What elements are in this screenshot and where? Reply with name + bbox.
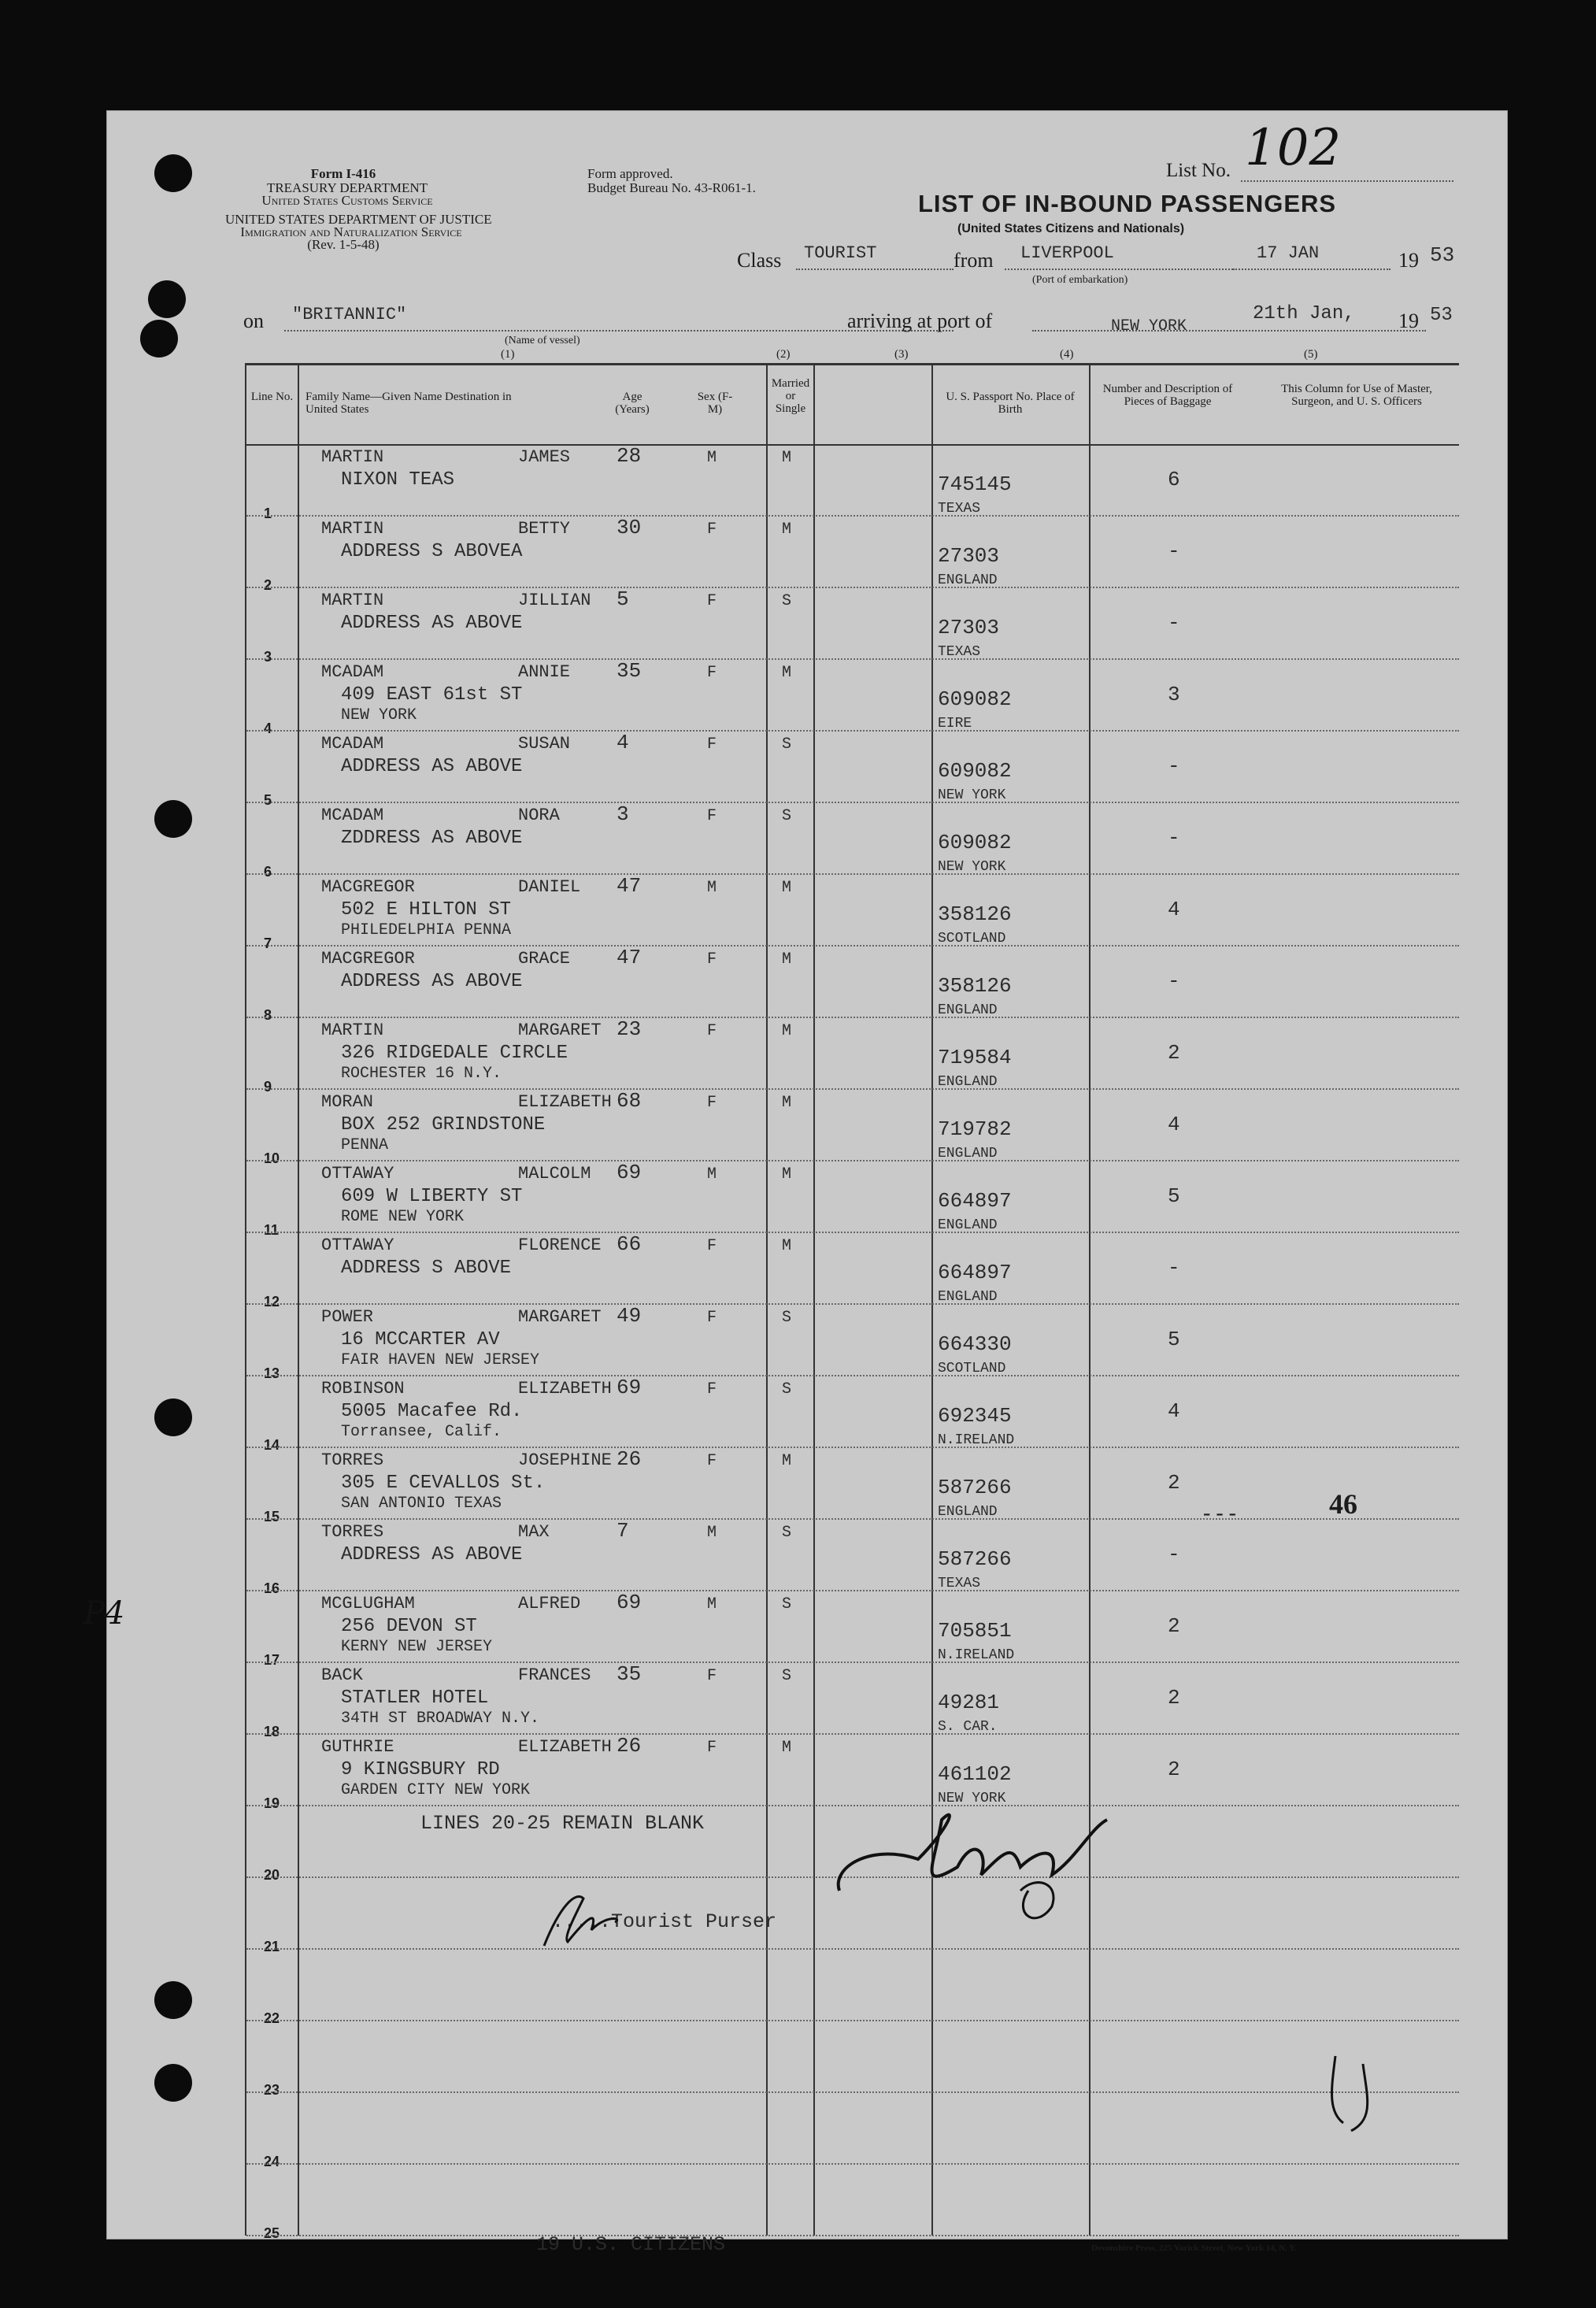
- baggage-count: 5: [1168, 1184, 1180, 1208]
- punch-hole: [154, 1399, 192, 1436]
- baggage-count: 6: [1168, 468, 1180, 491]
- form-number: Form I-416: [310, 166, 376, 181]
- passenger-given-name: SUSAN: [518, 734, 571, 754]
- passenger-given-name: ALFRED: [518, 1594, 581, 1613]
- header-married: Married or Single: [771, 377, 810, 415]
- place-of-birth: NEW YORK: [938, 859, 1006, 875]
- baggage-count: 3: [1168, 683, 1180, 706]
- marital-status: M: [782, 521, 792, 539]
- baggage-count: -: [1168, 754, 1180, 778]
- header-officers: This Column for Use of Master, Surgeon, and U. S. Officers: [1281, 383, 1432, 408]
- line-number: 23: [264, 2082, 280, 2098]
- year-prefix: 19: [1398, 249, 1419, 272]
- table-row: [246, 2021, 1459, 2098]
- place-of-birth: N.IRELAND: [938, 1432, 1015, 1448]
- marital-status: S: [782, 1524, 792, 1542]
- col-num-5: (5): [1304, 348, 1318, 361]
- baggage-count: -: [1168, 826, 1180, 850]
- revision: (Rev. 1-5-48): [307, 237, 380, 252]
- marital-status: M: [782, 1165, 792, 1184]
- place-of-birth: ENGLAND: [938, 1074, 998, 1090]
- passenger-sex: F: [707, 664, 717, 682]
- table-row: [246, 1089, 1459, 1166]
- passport-number: 745145: [938, 472, 1012, 496]
- passenger-surname: BACK: [321, 1665, 363, 1685]
- passenger-age: 69: [617, 1591, 642, 1614]
- passenger-surname: MARTIN: [321, 519, 384, 539]
- passport-number: 664897: [938, 1261, 1012, 1284]
- table-row: [246, 1447, 1459, 1524]
- passenger-table: Line No. Family Name—Given Name Destination in United States Age (Years) Sex (F-M) Married or Single U. S. Passport No. Place of Birth Number and Description of Pieces of Baggage This Column for Use of Master, Surgeon, and U. S. Officers 1 MARTIN JAMES NIXON TEAS 28 M M 745145 TEXAS 6 2 MARTIN BETTY ADDRESS S ABOVEA 30 F M 27303 ENGLAND - 3 MARTIN JILLIAN ADDRESS AS ABOVE 5 F S 27303 TEXAS - 4 MCADAM ANNIE 409 EAST 61st ST NEW YORK 35 F M 609082 EIRE 3 5 MCADAM SUSAN ADDRESS AS ABOVE 4 F S 609082 NEW YORK - 6 MCADAM NORA ZDDRESS AS ABOVE 3 F S 609082 NEW YORK - 7 MACGREGOR DANIEL 502 E HILTON ST PHILEDELPHIA PENNA 47 M M 358126 SCOTLAND 4 8 MACGREGOR GRACE ADDRESS AS ABOVE 47 F M 358126 ENGLAND - 9 MARTIN MARGARET 326 RIDGEDALE CIRCLE ROCHESTER 16 N.Y. 23 F M 719584 ENGLAND 2 10 MORAN ELIZABETH BOX 252 GRINDSTONE PENNA 68 F M 719782 ENGLAND 4 11 OTTAWAY MALCOLM 609 W LIBERTY ST ROME NEW YORK 69 M M 664897 ENGLAND 5 12 OTTAWAY FLORENCE ADDRESS S ABOVE 66 F M 664897 ENGLAND - 13 POWER MARGARET 16 MCCARTER AV FAIR HAVEN NEW JERSEY 49 F S 664330 SCOTLAND 5 14 ROBINSON ELIZABETH 5005 Macafee Rd. Torransee, Calif. 69 F S 692345 N.IRELAND 4 15 TORRES JOSEPHINE 305 E CEVALLOS St. SAN ANTONIO TEXAS 26 F M 587266 ENGLAND 2 16 TORRES MAX ADDRESS AS ABOVE 7 M S 587266 TEXAS - 17 MCGLUGHAM ALFRED 256 DEVON ST KERNY NEW JERSEY 69 M S 705851 N.IRELAND 2 18 BACK FRANCES STATLER HOTEL 34TH ST BROADWAY N.Y. 35 F S 49281 S. CAR. 2 19 GUTHRIE ELIZABETH 9 KINGSBURY RD GARDEN CITY NEW YORK 26 F M 461102 NEW YORK 2 20 21 22 23 24 25 46 - - -: [245, 363, 1459, 2236]
- passenger-surname: MCADAM: [321, 806, 384, 825]
- marital-status: S: [782, 735, 792, 754]
- place-of-birth: ENGLAND: [938, 572, 998, 588]
- passenger-given-name: MARGARET: [518, 1307, 602, 1327]
- officer-note: 46: [1329, 1488, 1357, 1520]
- passenger-given-name: JOSEPHINE: [518, 1450, 612, 1470]
- passport-number: 664897: [938, 1189, 1012, 1213]
- table-row: [246, 874, 1459, 951]
- table-row: [246, 1949, 1459, 2026]
- port-name: NEW YORK: [1111, 317, 1187, 335]
- table-row: [246, 1161, 1459, 1238]
- passenger-sex: F: [707, 1452, 717, 1470]
- passenger-surname: OTTAWAY: [321, 1164, 394, 1184]
- line-number: 24: [264, 2154, 280, 2169]
- passenger-age: 5: [617, 587, 629, 611]
- passenger-surname: POWER: [321, 1307, 374, 1327]
- passport-number: 358126: [938, 902, 1012, 926]
- baggage-count: 4: [1168, 1113, 1180, 1136]
- passenger-address-1: 9 KINGSBURY RD: [341, 1759, 500, 1780]
- passenger-given-name: GRACE: [518, 949, 571, 969]
- passenger-address-1: BOX 252 GRINDSTONE: [341, 1114, 546, 1135]
- passport-number: 664330: [938, 1332, 1012, 1356]
- passenger-address-1: 5005 Macafee Rd.: [341, 1401, 523, 1422]
- passenger-given-name: JILLIAN: [518, 591, 591, 610]
- passenger-age: 3: [617, 802, 629, 826]
- passenger-address-1: NIXON TEAS: [341, 469, 455, 491]
- passenger-surname: TORRES: [321, 1522, 384, 1542]
- passenger-address-2: Torransee, Calif.: [341, 1423, 502, 1441]
- passenger-age: 28: [617, 444, 642, 468]
- table-row: [246, 1376, 1459, 1453]
- vessel-caption: (Name of vessel): [505, 335, 580, 346]
- passport-number: 587266: [938, 1547, 1012, 1571]
- list-no-label: List No.: [1166, 160, 1231, 181]
- line-number: 14: [264, 1437, 280, 1453]
- passenger-given-name: ANNIE: [518, 662, 571, 682]
- vessel-name: "BRITANNIC": [292, 305, 407, 324]
- passenger-surname: ROBINSON: [321, 1379, 405, 1399]
- baggage-count: -: [1168, 611, 1180, 635]
- passenger-address-1: 502 E HILTON ST: [341, 899, 512, 921]
- header-name: Family Name—Given Name Destination in United States: [305, 391, 512, 416]
- passenger-sex: M: [707, 1165, 717, 1184]
- col-num-3: (3): [894, 348, 909, 361]
- place-of-birth: N.IRELAND: [938, 1647, 1015, 1663]
- passenger-address-1: 609 W LIBERTY ST: [341, 1186, 523, 1207]
- table-row: [246, 659, 1459, 736]
- passenger-surname: TORRES: [321, 1450, 384, 1470]
- ins-service: Immigration and Naturalization Service: [240, 224, 462, 239]
- embark-caption: (Port of embarkation): [1032, 274, 1128, 286]
- list-no-value: 102: [1245, 119, 1342, 177]
- line-number: 11: [264, 1222, 280, 1238]
- passenger-given-name: MAX: [518, 1522, 550, 1542]
- header-sex: Sex (F-M): [697, 391, 733, 416]
- header-baggage: Number and Description of Pieces of Baggage: [1102, 383, 1233, 408]
- passenger-sex: F: [707, 1739, 717, 1757]
- line-number: 3: [264, 649, 272, 665]
- passenger-age: 26: [617, 1447, 642, 1471]
- passenger-surname: MCADAM: [321, 662, 384, 682]
- line-number: 19: [264, 1795, 280, 1811]
- table-row: [246, 1591, 1459, 1668]
- passport-number: 705851: [938, 1619, 1012, 1643]
- passenger-age: 69: [617, 1161, 642, 1184]
- passenger-surname: MARTIN: [321, 1021, 384, 1040]
- place-of-birth: ENGLAND: [938, 1289, 998, 1305]
- passenger-given-name: FLORENCE: [518, 1236, 602, 1255]
- passenger-address-2: NEW YORK: [341, 706, 417, 724]
- arriving-label: arriving at port of: [847, 309, 993, 332]
- passenger-age: 35: [617, 659, 642, 683]
- passenger-address-1: ADDRESS AS ABOVE: [341, 756, 523, 777]
- punch-hole: [148, 280, 186, 318]
- passenger-age: 4: [617, 731, 629, 754]
- passenger-given-name: DANIEL: [518, 877, 581, 897]
- passenger-sex: F: [707, 807, 717, 825]
- passenger-given-name: MALCOLM: [518, 1164, 591, 1184]
- from-label: from: [954, 249, 994, 272]
- header-line-no: Line No.: [250, 391, 294, 403]
- baggage-count: 4: [1168, 1399, 1180, 1423]
- baggage-count: -: [1168, 539, 1180, 563]
- place-of-birth: TEXAS: [938, 1576, 981, 1591]
- passenger-age: 7: [617, 1519, 629, 1543]
- passport-number: 719584: [938, 1046, 1012, 1069]
- from-value: LIVERPOOL: [1020, 243, 1114, 263]
- passport-number: 609082: [938, 687, 1012, 711]
- table-row: [246, 1304, 1459, 1381]
- passenger-surname: GUTHRIE: [321, 1737, 394, 1757]
- passenger-address-2: 34TH ST BROADWAY N.Y.: [341, 1710, 540, 1728]
- passenger-address-2: GARDEN CITY NEW YORK: [341, 1781, 531, 1799]
- line-number: 10: [264, 1150, 280, 1166]
- passport-number: 358126: [938, 974, 1012, 998]
- place-of-birth: SCOTLAND: [938, 931, 1006, 947]
- printer-imprint: Devonshire Press, 225 Varick Street, New York 14, N. Y.: [1091, 2243, 1297, 2253]
- baggage-count: 2: [1168, 1686, 1180, 1710]
- passenger-sex: M: [707, 1524, 717, 1542]
- customs-service: United States Customs Service: [261, 193, 433, 208]
- passport-number: 609082: [938, 831, 1012, 854]
- line-number: 13: [264, 1365, 280, 1381]
- margin-bracket-mark: [1320, 2048, 1390, 2139]
- passenger-address-1: STATLER HOTEL: [341, 1687, 489, 1709]
- passenger-age: 23: [617, 1017, 642, 1041]
- baggage-count: -: [1168, 1256, 1180, 1280]
- table-row: [246, 731, 1459, 808]
- passenger-age: 47: [617, 946, 642, 969]
- passenger-given-name: BETTY: [518, 519, 571, 539]
- form-title: LIST OF IN-BOUND PASSENGERS: [918, 190, 1337, 217]
- table-row: [246, 946, 1459, 1023]
- place-of-birth: ENGLAND: [938, 1002, 998, 1018]
- passenger-address-1: 305 E CEVALLOS St.: [341, 1473, 546, 1494]
- line-number: 2: [264, 577, 272, 593]
- passenger-address-2: PENNA: [341, 1136, 389, 1154]
- passenger-age: 49: [617, 1304, 642, 1328]
- passenger-address-1: ZDDRESS AS ABOVE: [341, 828, 523, 849]
- line-number: 7: [264, 935, 272, 951]
- passenger-sex: F: [707, 592, 717, 610]
- table-row: [246, 1017, 1459, 1095]
- passenger-sex: M: [707, 1595, 717, 1613]
- line-number: 21: [264, 1939, 280, 1954]
- passenger-address-1: 326 RIDGEDALE CIRCLE: [341, 1043, 568, 1064]
- baggage-count: 4: [1168, 898, 1180, 921]
- marital-status: S: [782, 1667, 792, 1685]
- baggage-count: 5: [1168, 1328, 1180, 1351]
- passenger-address-2: SAN ANTONIO TEXAS: [341, 1495, 502, 1513]
- marital-status: M: [782, 1022, 792, 1040]
- line-number: 15: [264, 1509, 280, 1524]
- year-suffix: 53: [1430, 243, 1455, 267]
- table-row: [246, 1232, 1459, 1310]
- passenger-age: 68: [617, 1089, 642, 1113]
- passenger-given-name: ELIZABETH: [518, 1737, 612, 1757]
- form-approved: Form approved.: [587, 166, 673, 181]
- table-row: [246, 444, 1459, 521]
- baggage-count: -: [1168, 969, 1180, 993]
- line-number: 20: [264, 1867, 280, 1883]
- header-age: Age (Years): [615, 391, 650, 416]
- purser-label: .....Tourist Purser: [552, 1910, 777, 1933]
- passenger-address-1: ADDRESS S ABOVEA: [341, 541, 523, 562]
- total-citizens: 19 U.S. CITIZENS: [536, 2233, 726, 2256]
- table-row: [246, 516, 1459, 593]
- place-of-birth: ENGLAND: [938, 1146, 998, 1161]
- passenger-sex: F: [707, 950, 717, 969]
- baggage-count: -: [1168, 1543, 1180, 1566]
- passenger-address-2: PHILEDELPHIA PENNA: [341, 921, 512, 939]
- passport-number: 609082: [938, 759, 1012, 783]
- marital-status: S: [782, 807, 792, 825]
- table-row: [246, 2164, 1459, 2241]
- passenger-surname: MARTIN: [321, 447, 384, 467]
- passenger-sex: F: [707, 521, 717, 539]
- passenger-address-1: 409 EAST 61st ST: [341, 684, 523, 706]
- header-passport: U. S. Passport No. Place of Birth: [946, 391, 1075, 416]
- marital-status: M: [782, 1237, 792, 1255]
- passenger-address-1: ADDRESS AS ABOVE: [341, 971, 523, 992]
- passenger-address-2: KERNY NEW JERSEY: [341, 1638, 493, 1656]
- passenger-address-1: 256 DEVON ST: [341, 1616, 477, 1637]
- passenger-sex: F: [707, 735, 717, 754]
- line-number: 17: [264, 1652, 280, 1668]
- line-number: 12: [264, 1294, 280, 1310]
- passenger-surname: MCGLUGHAM: [321, 1594, 415, 1613]
- passenger-address-1: ADDRESS S ABOVE: [341, 1258, 512, 1279]
- passenger-given-name: ELIZABETH: [518, 1379, 612, 1399]
- punch-hole: [154, 800, 192, 838]
- passport-number: 587266: [938, 1476, 1012, 1499]
- passenger-surname: MORAN: [321, 1092, 374, 1112]
- place-of-birth: TEXAS: [938, 644, 981, 660]
- line-number: 1: [264, 506, 272, 521]
- passenger-address-2: ROME NEW YORK: [341, 1208, 465, 1226]
- passenger-sex: M: [707, 879, 717, 897]
- place-of-birth: NEW YORK: [938, 1791, 1006, 1806]
- passport-number: 719782: [938, 1117, 1012, 1141]
- table-row: [246, 1662, 1459, 1739]
- passenger-sex: F: [707, 1022, 717, 1040]
- passenger-surname: MACGREGOR: [321, 877, 415, 897]
- col-num-4: (4): [1060, 348, 1074, 361]
- place-of-birth: SCOTLAND: [938, 1361, 1006, 1376]
- place-of-birth: TEXAS: [938, 501, 981, 517]
- passenger-sex: F: [707, 1309, 717, 1327]
- baggage-count: 2: [1168, 1041, 1180, 1065]
- passenger-given-name: ELIZABETH: [518, 1092, 612, 1112]
- passenger-sex: F: [707, 1094, 717, 1112]
- line-number: 4: [264, 721, 272, 736]
- place-of-birth: EIRE: [938, 716, 972, 732]
- class-value: TOURIST: [804, 243, 877, 263]
- form-subtitle: (United States Citizens and Nationals): [957, 222, 1185, 235]
- passenger-given-name: MARGARET: [518, 1021, 602, 1040]
- budget-bureau: Budget Bureau No. 43-R061-1.: [587, 180, 756, 195]
- passport-number: 27303: [938, 544, 1000, 568]
- passenger-age: 69: [617, 1376, 642, 1399]
- passenger-age: 66: [617, 1232, 642, 1256]
- passenger-surname: OTTAWAY: [321, 1236, 394, 1255]
- passenger-sex: M: [707, 449, 717, 467]
- passenger-age: 47: [617, 874, 642, 898]
- passenger-age: 35: [617, 1662, 642, 1686]
- line-number: 9: [264, 1079, 272, 1095]
- place-of-birth: ENGLAND: [938, 1217, 998, 1233]
- passenger-sex: F: [707, 1380, 717, 1399]
- marital-status: S: [782, 1309, 792, 1327]
- passenger-sex: F: [707, 1237, 717, 1255]
- treasury-dept: TREASURY DEPARTMENT: [266, 180, 428, 195]
- marital-status: M: [782, 1739, 792, 1757]
- passport-number: 461102: [938, 1762, 1012, 1786]
- marital-status: M: [782, 950, 792, 969]
- line-number: 25: [264, 2225, 280, 2241]
- passenger-address-2: ROCHESTER 16 N.Y.: [341, 1065, 502, 1083]
- passport-number: 692345: [938, 1404, 1012, 1428]
- line-number: 5: [264, 792, 272, 808]
- marital-status: M: [782, 1452, 792, 1470]
- marital-status: S: [782, 1595, 792, 1613]
- passenger-surname: MCADAM: [321, 734, 384, 754]
- arrival-year-suffix: 53: [1430, 305, 1453, 326]
- marital-status: S: [782, 592, 792, 610]
- passenger-given-name: FRANCES: [518, 1665, 591, 1685]
- passenger-given-name: JAMES: [518, 447, 571, 467]
- passenger-address-1: ADDRESS AS ABOVE: [341, 1544, 523, 1565]
- line-number: 18: [264, 1724, 280, 1739]
- baggage-count: 2: [1168, 1758, 1180, 1781]
- passenger-sex: F: [707, 1667, 717, 1685]
- punch-hole: [154, 1981, 192, 2019]
- baggage-count: 2: [1168, 1471, 1180, 1495]
- line-number: 8: [264, 1007, 272, 1023]
- arrival-year-prefix: 19: [1398, 309, 1419, 332]
- purser-signature: [536, 1875, 631, 1958]
- baggage-count: 2: [1168, 1614, 1180, 1638]
- passenger-age: 26: [617, 1734, 642, 1758]
- passenger-address-2: FAIR HAVEN NEW JERSEY: [341, 1351, 540, 1369]
- embark-date: 17 JAN: [1257, 243, 1320, 263]
- place-of-birth: S. CAR.: [938, 1719, 998, 1735]
- marital-status: M: [782, 449, 792, 467]
- col-num-2: (2): [776, 348, 791, 361]
- passenger-surname: MARTIN: [321, 591, 384, 610]
- line-number: 22: [264, 2010, 280, 2026]
- marital-status: S: [782, 1380, 792, 1399]
- table-row: [246, 587, 1459, 665]
- passport-number: 49281: [938, 1691, 1000, 1714]
- passenger-address-1: 16 MCCARTER AV: [341, 1329, 500, 1350]
- table-row: [246, 802, 1459, 880]
- punch-hole: [154, 154, 192, 192]
- col-num-1: (1): [501, 348, 515, 361]
- blank-lines-note: LINES 20-25 REMAIN BLANK: [420, 1812, 705, 1835]
- table-row: [246, 2092, 1459, 2169]
- on-label: on: [243, 309, 264, 332]
- class-label: Class: [737, 249, 782, 272]
- line-number: 6: [264, 864, 272, 880]
- passenger-surname: MACGREGOR: [321, 949, 415, 969]
- punch-hole: [154, 2064, 192, 2102]
- place-of-birth: NEW YORK: [938, 787, 1006, 803]
- marital-status: M: [782, 879, 792, 897]
- arrival-date: 21th Jan,: [1253, 303, 1355, 324]
- passenger-given-name: NORA: [518, 806, 560, 825]
- table-row: [246, 1519, 1459, 1596]
- passport-number: 27303: [938, 616, 1000, 639]
- place-of-birth: ENGLAND: [938, 1504, 998, 1520]
- punch-hole: [140, 320, 178, 357]
- justice-dept: UNITED STATES DEPARTMENT OF JUSTICE: [225, 212, 492, 227]
- marital-status: M: [782, 664, 792, 682]
- master-signature: [824, 1773, 1123, 1934]
- passenger-age: 30: [617, 516, 642, 539]
- manifest-page: [83, 110, 1508, 2256]
- line-number: 16: [264, 1580, 280, 1596]
- marital-status: M: [782, 1094, 792, 1112]
- passenger-address-1: ADDRESS AS ABOVE: [341, 613, 523, 634]
- margin-mark: P4: [83, 1595, 125, 1632]
